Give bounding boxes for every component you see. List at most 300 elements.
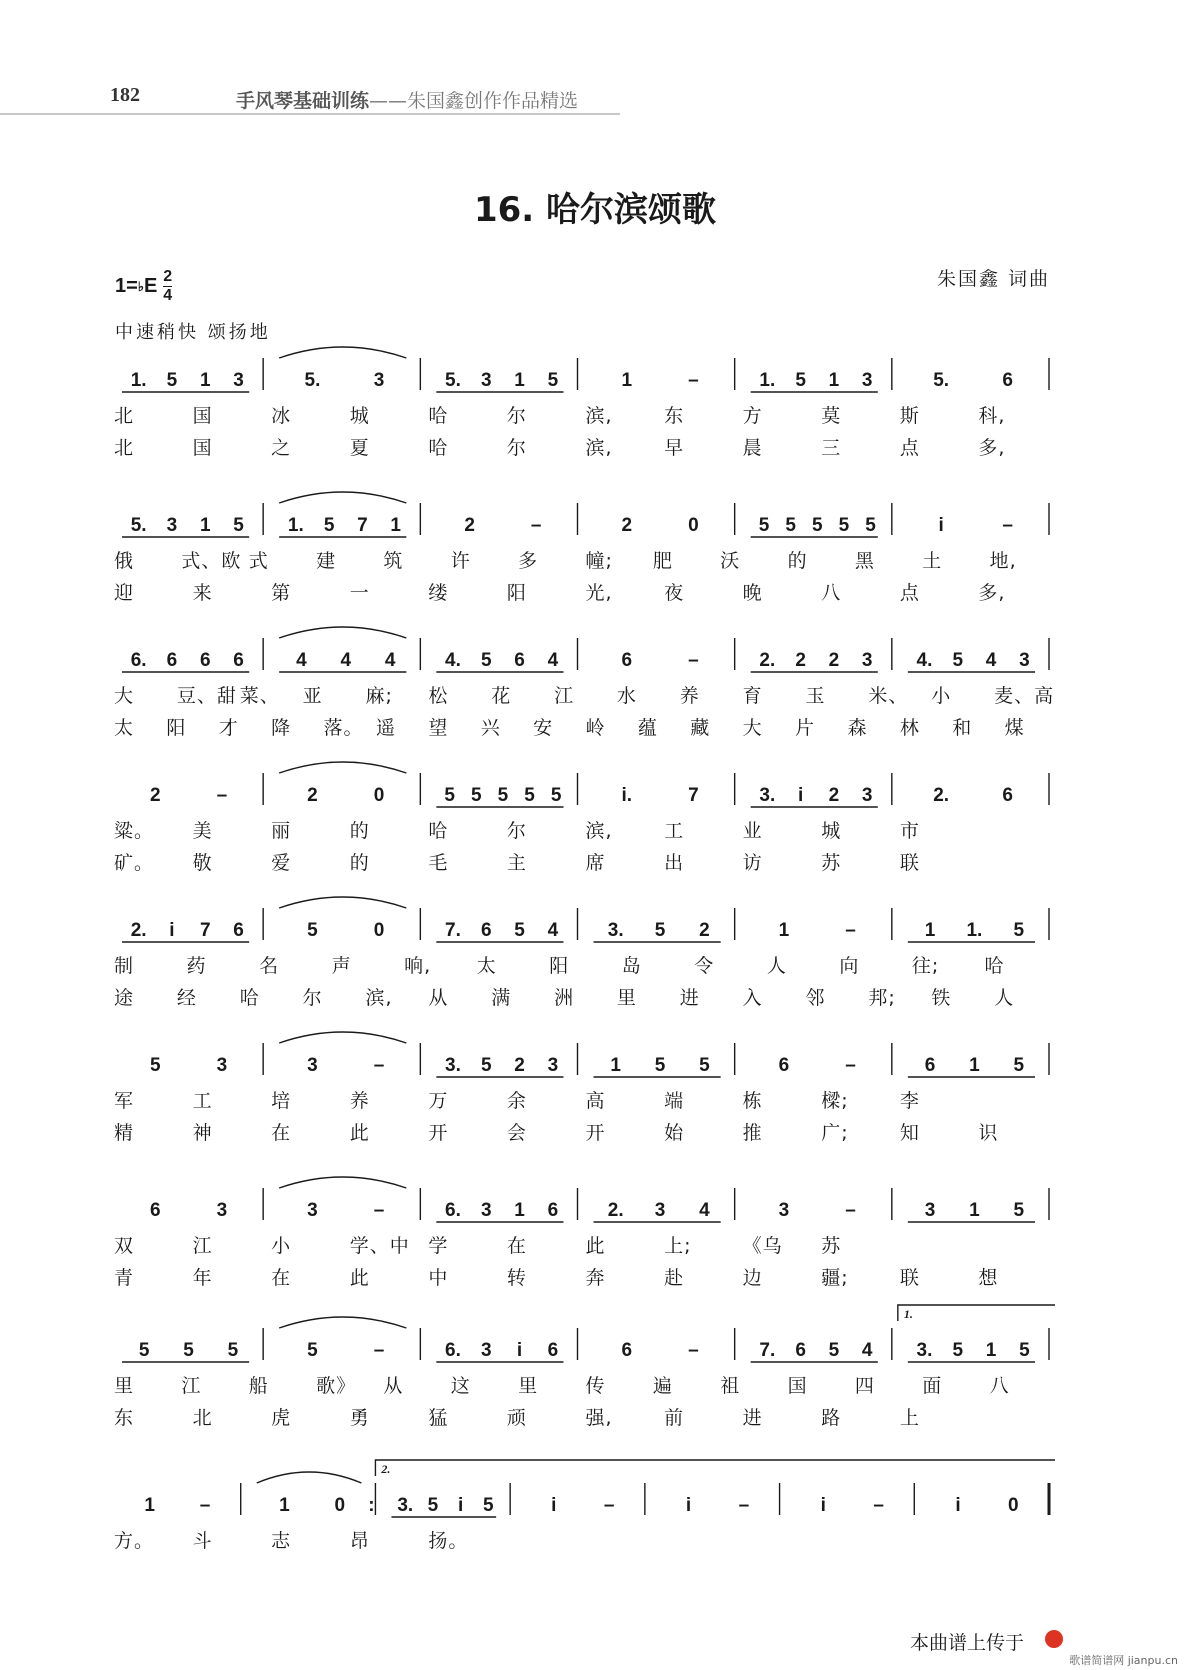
lyric-syllable: 夏 <box>349 437 370 459</box>
lyric-syllable: 美 <box>192 820 213 842</box>
lyric-syllable: 莫 <box>821 405 842 427</box>
note: 0 <box>373 785 385 806</box>
note: – <box>603 1495 615 1516</box>
lyric-syllable: 哈 <box>984 955 1005 977</box>
note: 0 <box>688 515 699 536</box>
lyric-syllable: 在 <box>271 1122 292 1144</box>
volta-label-2: 2. <box>381 1462 391 1476</box>
lyric-syllable: 亚 <box>302 685 323 707</box>
note: 3 <box>216 1200 228 1221</box>
lyric-syllable: 太 <box>476 955 497 977</box>
note: 5 <box>795 370 806 391</box>
lyric-syllable: 岛 <box>621 955 642 977</box>
lyric-syllable: 城 <box>821 820 842 842</box>
lyric-syllable: 多, <box>978 582 1006 604</box>
note: 5 <box>150 1055 161 1076</box>
lyric-syllable: 铁 <box>931 987 952 1009</box>
note: 4. <box>445 650 461 671</box>
note: 5 <box>183 1340 194 1361</box>
lyric-syllable: 三 <box>821 437 842 459</box>
lyric-syllable: 令 <box>694 955 715 977</box>
lyric-syllable: 遍 <box>652 1375 673 1397</box>
note: – <box>688 650 699 671</box>
lyric-syllable: 多 <box>518 550 539 572</box>
lyric-syllable: 式 <box>248 550 269 572</box>
lyric-syllable: 蕴 <box>637 717 658 739</box>
note: 6 <box>621 1340 633 1361</box>
note: 1. <box>287 515 304 536</box>
note: 3 <box>861 785 873 806</box>
note: – <box>845 920 856 941</box>
volta-bracket-1 <box>898 1305 1055 1321</box>
note: i <box>516 1340 523 1361</box>
note: 3 <box>547 1055 559 1076</box>
lyric-syllable: 来 <box>192 582 213 604</box>
note: 5 <box>785 515 796 536</box>
slur <box>257 1472 362 1483</box>
lyric-syllable: 一 <box>349 582 370 604</box>
lyric-syllable: 式、欧 <box>181 550 242 572</box>
lyric-syllable: 晨 <box>742 437 763 459</box>
page-number: 182 <box>110 84 140 106</box>
lyric-syllable: 市 <box>899 820 920 842</box>
lyric-syllable: 推 <box>742 1122 763 1144</box>
note: 2 <box>828 650 840 671</box>
lyric-syllable: 滨, <box>585 437 613 459</box>
lyric-syllable: 知 <box>899 1122 920 1144</box>
lyric-syllable: 席 <box>585 852 606 874</box>
note: 3 <box>1019 650 1030 671</box>
note: 4 <box>547 650 559 671</box>
lyric-syllable: 藏 <box>690 717 711 739</box>
note: 6 <box>150 1200 161 1221</box>
lyric-syllable: 第 <box>271 582 292 604</box>
lyric-syllable: 林 <box>899 717 920 739</box>
note: 1. <box>130 370 147 391</box>
lyric-syllable: 哈 <box>428 820 449 842</box>
note: 3 <box>307 1055 318 1076</box>
note: 6 <box>1002 370 1013 391</box>
lyric-syllable: 广; <box>821 1122 849 1144</box>
note: – <box>738 1495 750 1516</box>
lyric-syllable: 国 <box>192 437 213 459</box>
lyric-syllable: 玉 <box>805 685 826 707</box>
lyric-syllable: 小 <box>931 685 952 707</box>
note: 1 <box>969 1055 980 1076</box>
note: 4. <box>916 650 933 671</box>
note: 5 <box>1013 1200 1025 1221</box>
lyric-syllable: 在 <box>506 1235 527 1257</box>
note: – <box>845 1200 856 1221</box>
lyric-syllable: 江 <box>181 1375 202 1397</box>
note: 3 <box>233 370 244 391</box>
note: – <box>1002 515 1013 536</box>
lyric-syllable: 奔 <box>585 1267 606 1289</box>
lyric-syllable: 养 <box>349 1090 370 1112</box>
lyric-syllable: 城 <box>349 405 370 427</box>
note: 5 <box>514 920 525 941</box>
lyric-syllable: 滨, <box>365 987 393 1009</box>
lyric-syllable: 里 <box>518 1375 539 1397</box>
lyric-syllable: 俄 <box>114 550 135 572</box>
lyric-syllable: 沃 <box>720 550 741 572</box>
lyric-syllable: 学 <box>428 1235 449 1257</box>
key-label: 1= <box>115 275 138 297</box>
note: 5 <box>427 1495 439 1516</box>
lyric-syllable: 人 <box>994 987 1015 1009</box>
note: 1 <box>985 1340 997 1361</box>
lyric-syllable: 水 <box>616 685 637 707</box>
note: 5. <box>304 370 321 391</box>
note: 3 <box>307 1200 318 1221</box>
note: 5 <box>952 1340 964 1361</box>
lyric-syllable: 北 <box>114 437 135 459</box>
lyric-syllable: 丽 <box>271 820 292 842</box>
lyric-syllable: 地, <box>989 550 1017 572</box>
lyric-syllable: 森 <box>847 717 868 739</box>
lyric-syllable: 多, <box>978 437 1006 459</box>
lyric-syllable: 松 <box>428 685 449 707</box>
lyric-syllable: 疆; <box>821 1267 849 1289</box>
lyric-syllable: 滨, <box>585 405 613 427</box>
lyric-syllable: 转 <box>506 1267 527 1289</box>
lyric-syllable: 大 <box>114 685 135 707</box>
lyric-syllable: 才 <box>218 717 239 739</box>
lyric-syllable: 米、 <box>868 685 909 707</box>
lyric-syllable: 粱。 <box>114 820 155 842</box>
lyric-syllable: 斗 <box>192 1530 213 1552</box>
note: 7 <box>357 515 368 536</box>
note: 2 <box>464 515 475 536</box>
note: 5 <box>307 1340 318 1361</box>
note: 5 <box>654 1055 666 1076</box>
note: i <box>685 1495 692 1516</box>
note: 0 <box>373 920 385 941</box>
note: i. <box>621 785 633 806</box>
note: 1 <box>610 1055 621 1076</box>
lyric-syllable: 虎 <box>271 1407 292 1429</box>
note: 1 <box>621 370 633 391</box>
lyric-syllable: 船 <box>248 1375 269 1397</box>
lyric-syllable: 望 <box>428 717 449 739</box>
lyric-syllable: 矿。 <box>114 852 155 874</box>
note: 5 <box>233 515 244 536</box>
lyric-syllable: 从 <box>383 1375 404 1397</box>
lyric-syllable: 冰 <box>271 405 292 427</box>
note: 5 <box>838 515 850 536</box>
book-title-main: 手风琴基础训练 <box>236 90 370 112</box>
volta-bracket-2 <box>375 1460 1055 1476</box>
note: 5 <box>1013 1055 1025 1076</box>
lyric-syllable: 兴 <box>480 717 501 739</box>
note: 7 <box>199 920 211 941</box>
lyric-syllable: 强, <box>585 1407 613 1429</box>
note: 4 <box>384 650 396 671</box>
note: 2 <box>795 650 806 671</box>
lyric-syllable: 哈 <box>428 405 449 427</box>
lyric-syllable: 前 <box>664 1407 685 1429</box>
lyric-syllable: 黑 <box>854 550 875 572</box>
note: – <box>373 1200 385 1221</box>
note: 2 <box>828 785 840 806</box>
note: 5 <box>138 1340 150 1361</box>
lyric-syllable: 缕 <box>428 582 449 604</box>
note: 6 <box>924 1055 936 1076</box>
note: 5 <box>550 785 562 806</box>
note: 6 <box>233 920 244 941</box>
note: – <box>873 1495 884 1516</box>
note: 5 <box>483 1495 494 1516</box>
lyric-syllable: 麻; <box>365 685 393 707</box>
lyric-syllable: 此 <box>585 1235 606 1257</box>
lyric-syllable: 上; <box>664 1235 692 1257</box>
note: 5 <box>227 1340 239 1361</box>
book-subtitle: ——朱国鑫创作作品精选 <box>369 90 579 112</box>
lyric-syllable: 苏 <box>821 1235 842 1257</box>
note: 3 <box>373 370 385 391</box>
lyric-syllable: 阳 <box>549 955 570 977</box>
lyric-syllable: 祖 <box>720 1375 741 1397</box>
lyric-syllable: 育 <box>742 685 763 707</box>
note: 5 <box>952 650 964 671</box>
note: 3. <box>607 920 624 941</box>
note: 4 <box>340 650 352 671</box>
note: 3 <box>924 1200 936 1221</box>
note: 2. <box>759 650 776 671</box>
note: 4 <box>547 920 559 941</box>
lyric-syllable: 苏 <box>821 852 842 874</box>
site-watermark: 歌谱简谱网 jianpu.cn <box>1069 1654 1178 1667</box>
note: 3 <box>480 370 492 391</box>
lyric-syllable: 东 <box>664 405 685 427</box>
lyric-syllable: 迎 <box>114 582 135 604</box>
lyric-syllable: 北 <box>192 1407 213 1429</box>
lyric-syllable: 神 <box>192 1122 213 1144</box>
lyric-syllable: 此 <box>349 1267 370 1289</box>
note: 6 <box>199 650 211 671</box>
lyric-syllable: 《乌 <box>742 1235 783 1257</box>
lyric-syllable: 工 <box>664 820 685 842</box>
lyric-syllable: 尔 <box>506 405 527 427</box>
lyric-syllable: 小 <box>271 1235 292 1257</box>
lyric-syllable: 哈 <box>428 437 449 459</box>
note: 2. <box>130 920 147 941</box>
note: 6 <box>233 650 244 671</box>
time-top: 2 <box>163 268 173 285</box>
lyric-syllable: 军 <box>114 1090 135 1112</box>
lyric-syllable: 主 <box>506 852 527 874</box>
lyric-syllable: 出 <box>664 852 685 874</box>
lyric-syllable: 中 <box>428 1267 449 1289</box>
note: 1 <box>514 370 525 391</box>
lyric-syllable: 栋 <box>742 1090 763 1112</box>
lyric-syllable: 尔 <box>506 820 527 842</box>
note: 5 <box>307 920 318 941</box>
note: 5 <box>828 1340 840 1361</box>
note: 5 <box>758 515 770 536</box>
lyric-syllable: 开 <box>585 1122 606 1144</box>
note: 5 <box>547 370 559 391</box>
slur <box>279 762 406 773</box>
lyric-syllable: 识 <box>978 1122 999 1144</box>
note: 5 <box>865 515 876 536</box>
slur <box>279 1317 406 1328</box>
note: – <box>530 515 542 536</box>
lyric-syllable: 落。 <box>323 717 364 739</box>
lyric-syllable: 业 <box>742 820 763 842</box>
lyric-syllable: 太 <box>114 717 135 739</box>
lyric-syllable: 晚 <box>742 582 763 604</box>
lyric-syllable: 方。 <box>114 1530 155 1552</box>
note: 3 <box>778 1200 790 1221</box>
lyric-syllable: 开 <box>428 1122 449 1144</box>
lyric-syllable: 经 <box>176 987 197 1009</box>
lyric-syllable: 里 <box>114 1375 135 1397</box>
note: 2. <box>933 785 950 806</box>
lyric-syllable: 扬。 <box>428 1530 469 1552</box>
lyric-syllable: 煤 <box>1004 717 1025 739</box>
lyric-syllable: 阳 <box>506 582 527 604</box>
lyric-syllable: 北 <box>114 405 135 427</box>
note: 5 <box>166 370 178 391</box>
note: 6 <box>514 650 525 671</box>
note: 6 <box>621 650 633 671</box>
note: – <box>845 1055 856 1076</box>
lyric-syllable: 许 <box>450 550 471 572</box>
note: 1 <box>279 1495 290 1516</box>
note: 6 <box>480 920 492 941</box>
lyric-syllable: 养 <box>679 685 700 707</box>
lyric-syllable: 大 <box>742 717 763 739</box>
lyric-syllable: 尔 <box>302 987 323 1009</box>
note: 7. <box>759 1340 776 1361</box>
lyric-syllable: 这 <box>450 1375 471 1397</box>
lyric-syllable: 降 <box>271 717 292 739</box>
note: 1 <box>199 370 211 391</box>
note: 1 <box>199 515 211 536</box>
note: 5 <box>654 920 666 941</box>
composer-credit: 朱国鑫 词曲 <box>936 268 1050 290</box>
note: 3 <box>166 515 178 536</box>
site-logo-icon <box>1045 1630 1063 1648</box>
lyric-syllable: 的 <box>787 550 808 572</box>
lyric-syllable: 边 <box>742 1267 763 1289</box>
note: 2 <box>699 920 710 941</box>
lyric-syllable: 向 <box>839 955 860 977</box>
note: 1 <box>924 920 936 941</box>
note: 5. <box>130 515 147 536</box>
lyric-syllable: 学、中 <box>349 1235 410 1257</box>
note: – <box>688 370 699 391</box>
note: 6 <box>166 650 178 671</box>
note: 2 <box>307 785 318 806</box>
note: 0 <box>334 1495 346 1516</box>
slur <box>279 627 406 638</box>
note: 5 <box>524 785 535 806</box>
lyric-syllable: 遥 <box>375 717 396 739</box>
lyric-syllable: 豆、甜 <box>176 685 237 707</box>
note: 5 <box>323 515 335 536</box>
lyric-syllable: 人 <box>766 955 787 977</box>
lyric-syllable: 志 <box>271 1530 292 1552</box>
lyric-syllable: 的 <box>349 820 370 842</box>
lyric-syllable: 幢; <box>585 550 613 572</box>
flat-sign: ♭ <box>137 278 144 294</box>
note: 1 <box>390 515 401 536</box>
note: 5 <box>1019 1340 1030 1361</box>
lyric-syllable: 科, <box>978 405 1006 427</box>
lyric-syllable: 满 <box>491 987 512 1009</box>
note: 3 <box>480 1200 492 1221</box>
lyric-syllable: 勇 <box>349 1407 370 1429</box>
lyric-syllable: 名 <box>259 955 280 977</box>
slur <box>279 897 406 908</box>
lyric-syllable: 高 <box>585 1090 606 1112</box>
tempo-marking: 中速稍快 颂扬地 <box>115 322 271 343</box>
note: i <box>955 1495 961 1516</box>
lyric-syllable: 联 <box>899 1267 920 1289</box>
note: 6 <box>547 1340 559 1361</box>
note: 6 <box>778 1055 790 1076</box>
lyric-syllable: 进 <box>742 1407 763 1429</box>
note: 2. <box>607 1200 624 1221</box>
lyric-syllable: 点 <box>899 437 920 459</box>
lyric-syllable: 访 <box>742 852 763 874</box>
note: i <box>551 1495 557 1516</box>
lyric-syllable: 昂 <box>349 1530 370 1552</box>
lyric-syllable: 从 <box>428 987 449 1009</box>
lyric-syllable: 八 <box>821 582 842 604</box>
lyric-syllable: 尔 <box>506 437 527 459</box>
lyric-syllable: 会 <box>506 1122 527 1144</box>
lyric-syllable: 国 <box>192 405 213 427</box>
note: i <box>820 1495 826 1516</box>
lyric-syllable: 邻 <box>805 987 826 1009</box>
note: i <box>797 785 804 806</box>
note: – <box>199 1495 211 1516</box>
lyric-syllable: 和 <box>952 717 973 739</box>
lyric-syllable: 肥 <box>652 550 673 572</box>
note: 3. <box>759 785 776 806</box>
note: 3 <box>480 1340 492 1361</box>
lyric-syllable: 猛 <box>428 1407 449 1429</box>
lyric-syllable: 花 <box>491 685 512 707</box>
note: 1 <box>969 1200 980 1221</box>
note: 1 <box>828 370 840 391</box>
lyric-syllable: 江 <box>192 1235 213 1257</box>
song-title: 16. 哈尔滨颂歌 <box>473 190 717 230</box>
page-footer <box>870 1628 1190 1670</box>
note: – <box>688 1340 699 1361</box>
lyric-syllable: 建 <box>316 550 337 572</box>
lyric-syllable: 路 <box>821 1407 842 1429</box>
upload-notice: 本曲谱上传于 <box>910 1632 1025 1654</box>
lyric-syllable: 面 <box>922 1375 943 1397</box>
lyric-syllable: 入 <box>742 987 763 1009</box>
note: 5 <box>497 785 509 806</box>
slur <box>279 347 406 358</box>
time-bottom: 4 <box>163 287 173 304</box>
lyric-syllable: 江 <box>554 685 575 707</box>
lyric-syllable: 方 <box>742 405 763 427</box>
note: 2 <box>150 785 161 806</box>
note: 7 <box>688 785 699 806</box>
note: 1. <box>966 920 983 941</box>
lyric-syllable: 在 <box>271 1267 292 1289</box>
repeat-sign: : <box>368 1495 375 1516</box>
note: i <box>169 920 175 941</box>
lyric-syllable: 之 <box>271 437 292 459</box>
